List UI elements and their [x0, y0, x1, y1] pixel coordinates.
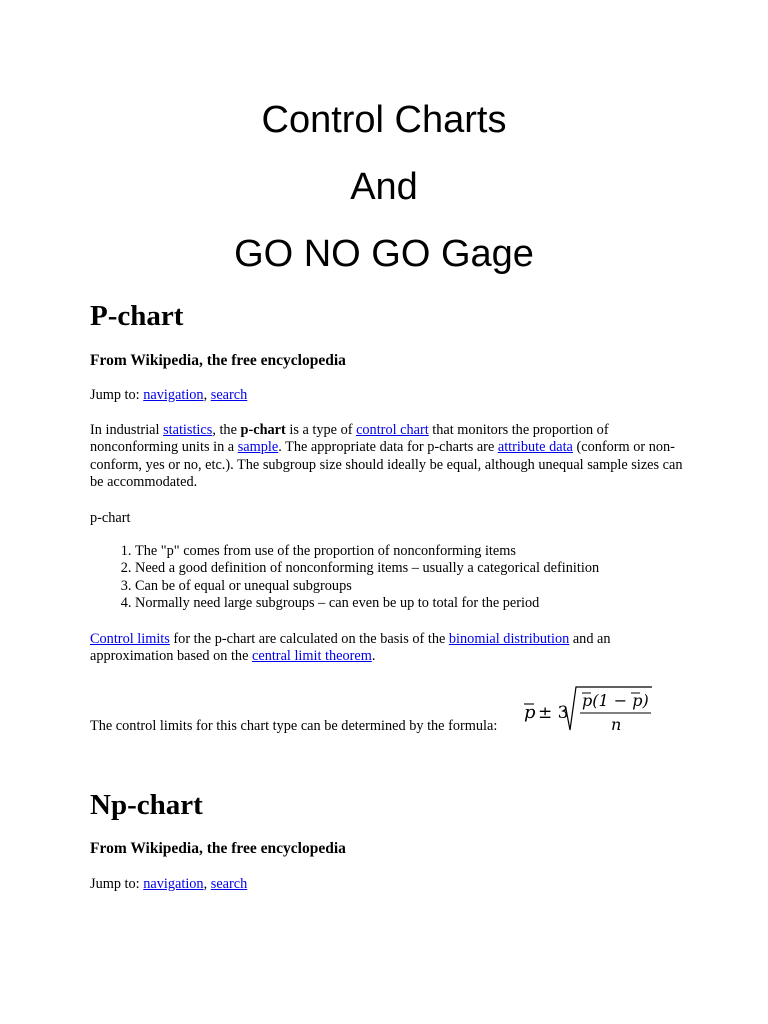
- jump-separator: ,: [203, 876, 211, 892]
- pchart-heading: P-chart: [90, 300, 184, 332]
- limits-text: for the p-chart are calculated on the basis of the: [169, 631, 449, 647]
- jump-to-label: Jump to:: [90, 387, 144, 403]
- formula-denominator: n: [611, 715, 622, 734]
- intro-text: . The appropriate data for p-charts are: [278, 439, 498, 456]
- intro-text: In industrial: [90, 422, 164, 438]
- npchart-source-line: From Wikipedia, the free encyclopedia: [90, 840, 346, 857]
- pchart-caption: p-chart: [90, 510, 131, 526]
- jump-search-link[interactable]: search: [210, 387, 248, 403]
- pchart-intro-paragraph: [90, 422, 690, 492]
- control-limits-paragraph: [90, 631, 690, 666]
- jump-to-label: Jump to:: [90, 876, 144, 892]
- intro-text: that monitors the proportion of nonconforming units in a: [90, 422, 609, 456]
- jump-navigation-link[interactable]: navigation: [143, 387, 204, 403]
- attribute-data-link[interactable]: attribute data: [497, 439, 573, 456]
- pchart-term: p-chart: [240, 422, 286, 438]
- list-item: 2. Need a good definition of nonconforming items – usually a categorical definition: [135, 560, 599, 577]
- binomial-distribution-link[interactable]: binomial distribution: [448, 631, 570, 647]
- control-limits-link[interactable]: Control limits: [90, 631, 170, 647]
- limits-text: .: [371, 648, 376, 665]
- cover-title-line-2: And: [350, 166, 418, 208]
- formula-pbar: p: [524, 702, 536, 723]
- sample-link[interactable]: sample: [237, 439, 279, 456]
- list-item: 3. Can be of equal or unequal subgroups: [135, 578, 599, 595]
- pchart-points-list: [90, 543, 599, 613]
- list-item: 4. Normally need large subgroups – can even be up to total for the period: [135, 595, 599, 612]
- formula-plus-minus-three: ± 3: [538, 703, 569, 723]
- pchart-jump-to: [90, 387, 690, 404]
- limits-text: and an approximation based on the: [90, 631, 611, 665]
- formula-graphic: [522, 684, 662, 740]
- control-chart-link[interactable]: control chart: [356, 422, 429, 438]
- formula-numerator: p(1 − p): [582, 691, 649, 710]
- statistics-link[interactable]: statistics: [163, 422, 213, 438]
- cover-title-line-3: GO NO GO Gage: [234, 233, 534, 275]
- central-limit-theorem-link[interactable]: central limit theorem: [252, 648, 372, 665]
- control-limit-formula: [522, 684, 662, 740]
- jump-separator: ,: [203, 387, 211, 403]
- intro-text: , the: [212, 422, 241, 438]
- np-jump-navigation-link[interactable]: navigation: [143, 876, 204, 892]
- formula-intro-text: The control limits for this chart type can be determined by the formula:: [90, 718, 498, 734]
- intro-text: (conform or non-conform, yes or no, etc.). The subgroup size should ideally be equal, although unequal sample sizes can be accommodated.: [90, 439, 683, 491]
- np-jump-search-link[interactable]: search: [210, 876, 248, 892]
- pchart-source-line: From Wikipedia, the free encyclopedia: [90, 352, 346, 369]
- list-item: 1. The "p" comes from use of the proportion of nonconforming items: [135, 543, 599, 560]
- npchart-heading: Np-chart: [90, 789, 203, 821]
- cover-title-line-1: Control Charts: [261, 99, 507, 141]
- intro-text: is a type of: [285, 422, 357, 438]
- npchart-jump-to: [90, 876, 690, 893]
